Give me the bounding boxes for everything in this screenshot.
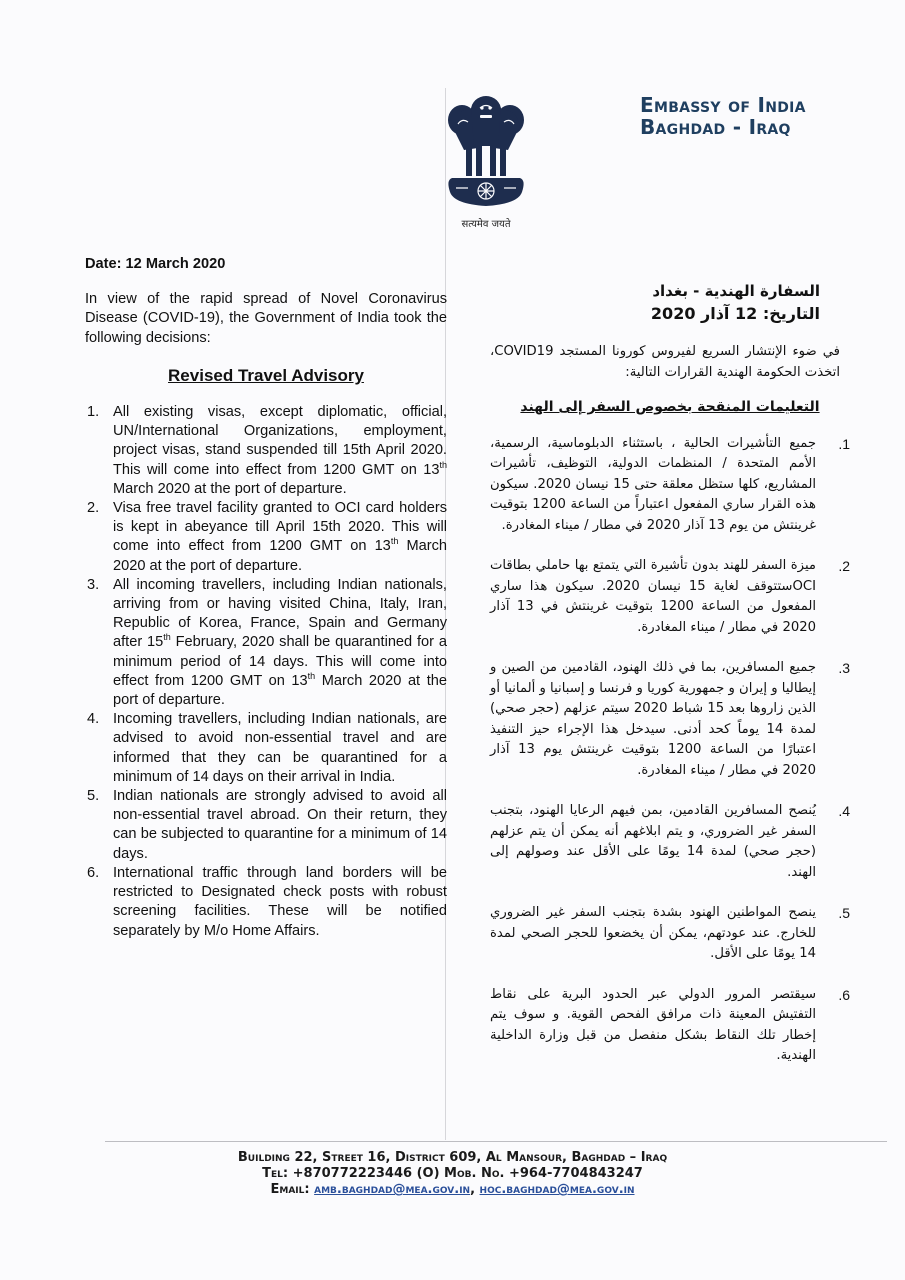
advisory-item (85, 576, 447, 710)
letterhead-footer (0, 1150, 905, 1198)
arabic-embassy-name: السفارة الهندية - بغداد (652, 282, 820, 300)
email-label: Email: (270, 1182, 310, 1197)
arabic-advisory-heading: التعليمات المنقحة بخصوص السفر إلى الهند (520, 399, 820, 415)
advisory-heading: Revised Travel Advisory (168, 365, 364, 385)
item-text: جميع المسافرين، بما في ذلك الهنود، القادمين من الصين و إيطاليا و إيران و جمهورية كوريا و فرنسا و إسبانيا و ألمانيا أو الذين زاروها بعد 15 شباط 2020 سيتم عزلهم (حجر صحي) لمدة 14 يوماً كحد أدنى. سيدخل هذا الإجراء حيز التنفيذ اعتبارًا من الساعة 1200 بتوقيت غرينتش يوم 13 آذار 2020 في مطار / ميناء المغادرة. (490, 660, 816, 778)
advisory-item (85, 787, 447, 864)
embassy-title-line2: Baghdad - Iraq (640, 115, 791, 139)
footer-rule (105, 1141, 887, 1142)
arabic-advisory-item (490, 985, 850, 1067)
footer-address: Building 22, Street 16, District 609, Al Mansour, Baghdad – Iraq (237, 1150, 668, 1165)
arabic-advisory-item (490, 801, 850, 883)
item-text: سيقتصر المرور الدولي عبر الحدود البرية على نقاط التفتيش المعينة ذات مرافق الفحص القوية. و سوف يتم إخطار تلك النقاط بشكل منفصل من قبل وزارة الداخلية الهندية. (490, 986, 816, 1063)
item-text: All existing visas, except diplomatic, official, UN/International Organizations, employment, project visas, stand suspended till 15th April 2020. This will come into effect from 1200 GMT on 13th March 2020 at the port of departure. (113, 404, 447, 497)
item-number: 6. (87, 864, 100, 881)
arabic-advisory-item (490, 903, 850, 965)
item-text: Visa free travel facility granted to OCI card holders is kept in abeyance till April 15th 2020. This will come into effect from 1200 GMT on 13th March 2020 at the port of departure. (113, 500, 447, 574)
advisory-item (85, 864, 447, 941)
footer-telephone: Tel: +870772223446 (O) Mob. No. +964-7704843247 (262, 1166, 643, 1181)
email-link-amb[interactable]: amb.baghdad@mea.gov.in (314, 1182, 471, 1197)
advisory-item (85, 710, 447, 787)
arabic-advisory-list (490, 434, 850, 1067)
arabic-advisory-item (490, 658, 850, 781)
item-text: Incoming travellers, including Indian nationals, are advised to avoid non-essential travel and are informed that they can be quarantined for a minimum of 14 days on their arrival in India. (113, 711, 447, 785)
item-number: 2. (87, 500, 100, 517)
embassy-title (640, 94, 806, 138)
emblem-motto: सत्यमेव जयते (461, 219, 511, 230)
advisory-list (85, 403, 447, 941)
footer-email-line: Email: amb.baghdad@mea.gov.in, hoc.baghdad@mea.gov.in (270, 1182, 635, 1197)
item-number: .3 (838, 660, 850, 676)
arabic-advisory-item (490, 434, 850, 537)
arabic-date: التاريخ: 12 آذار 2020 (650, 304, 820, 323)
advisory-item (85, 499, 447, 576)
item-number: .1 (838, 435, 850, 452)
item-number: .4 (838, 803, 850, 819)
item-number: 4. (87, 711, 100, 728)
intro-paragraph: In view of the rapid spread of Novel Coronavirus Disease (COVID-19), the Government of India took the following decisions: (85, 291, 447, 346)
email-link-hoc[interactable]: hoc.baghdad@mea.gov.in (479, 1182, 635, 1197)
item-text: ينصح المواطنين الهنود بشدة بتجنب السفر غير الضروري للخارج. عند عودتهم، يمكن أن يخضعوا للحجر الصحي لمدة 14 يومًا على الأقل. (490, 905, 816, 961)
item-text: جميع التأشيرات الحالية ، باستثناء الدبلوماسية، الرسمية، الأمم المتحدة / المنظمات الدولية، التوظيف، تأشيرات المشاريع، كلها ستظل معلقة حتى 15 نيسان 2020. سيكون هذه القرار ساري المفعول اعتباراً من الساعة 1200 بتوقيت غرينتش من يوم 13 آذار 2020 في مطار / ميناء المغادرة. (490, 435, 816, 533)
arabic-advisory-item (490, 556, 850, 638)
document-date: Date: 12 March 2020 (85, 256, 226, 272)
embassy-title-line1: Embassy of India (640, 93, 806, 117)
item-text: International traffic through land borders will be restricted to Designated check posts with robust screening facilities. These will be notified separately by M/o Home Affairs. (113, 864, 447, 939)
advisory-item (85, 403, 447, 499)
item-number: 1. (87, 404, 100, 421)
item-text: All incoming travellers, including Indian nationals, arriving from or having visited China, Italy, Iran, Republic of Korea, France, Spain and Germany after 15th February, 2020 shall be quarantined for a minimum period of 14 days. This will come into effect from 1200 GMT on 13th March 2020 at the port of departure. (113, 576, 447, 709)
item-text: يُنصح المسافرين القادمين، بمن فيهم الرعايا الهنود، بتجنب السفر غير الضروري، و يتم ابلاغهم أنه يمكن أن يتم عزلهم (حجر صحي) لمدة 14 يومًا على الأقل عند وصولهم إلى الهند. (490, 803, 816, 880)
item-number: 5. (87, 788, 100, 805)
item-text: ميزة السفر للهند بدون تأشيرة التي يتمتع بها حاملي بطاقات OCIستتوقف لغاية 15 نيسان 2020. سيكون هذا ساري المفعول من الساعة 1200 بتوقيت غرينتش في 13 آذار 2020 في مطار / ميناء المغادرة. (490, 558, 816, 635)
item-number: .6 (838, 986, 850, 1003)
state-emblem-icon (438, 88, 534, 234)
english-column (85, 255, 447, 941)
arabic-intro-paragraph: في ضوء الإنتشار السريع لفيروس كورونا المستجد COVID19، اتخذت الحكومة الهندية القرارات التالية: (490, 344, 840, 380)
item-number: .5 (838, 905, 850, 921)
item-number: 3. (87, 576, 100, 593)
item-number: .2 (838, 558, 850, 574)
item-text: Indian nationals are strongly advised to avoid all non-essential travel abroad. On their return, they can be subjected to quarantine for a minimum of 14 days. (113, 788, 447, 862)
arabic-column (490, 280, 850, 1087)
